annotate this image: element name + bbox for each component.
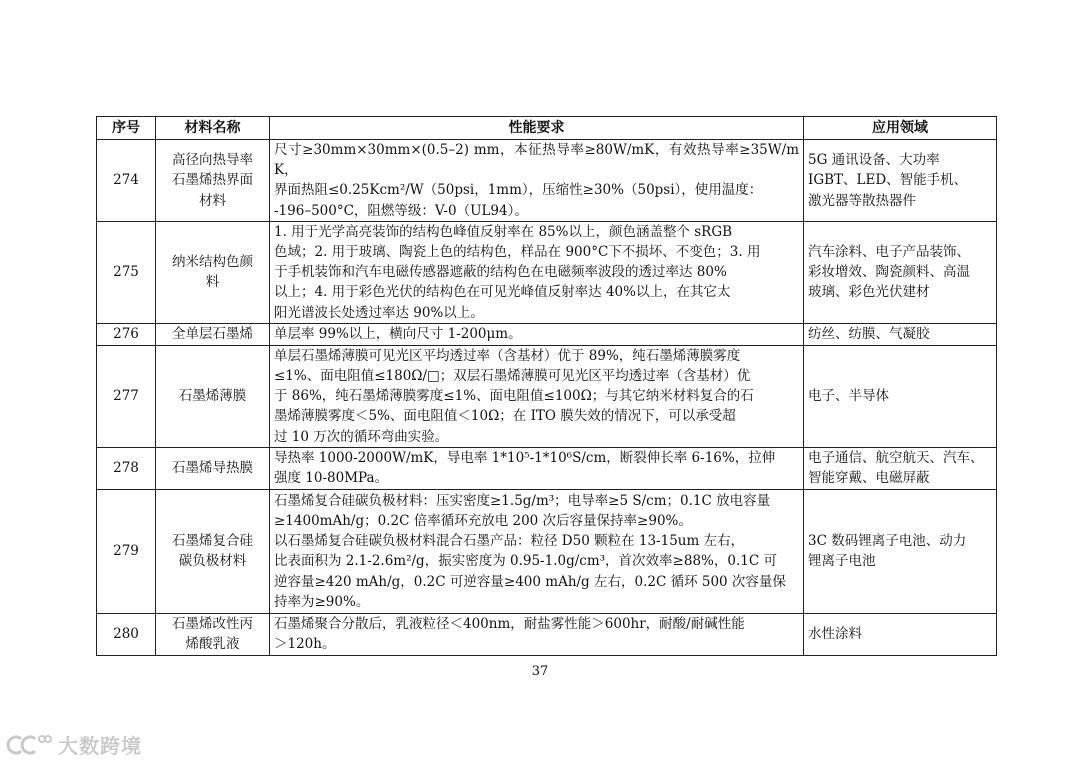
material-name-cell xyxy=(156,447,270,489)
material-name-line: 石墨烯改性丙 xyxy=(172,616,253,633)
performance-line: 石墨烯聚合分散后，乳液粒径＜400nm，耐盐雾性能＞600hr，耐酸/耐碱性能 xyxy=(274,616,745,633)
header-application-field: 应用领域 xyxy=(804,117,997,140)
application-line: 5G 通讯设备、大功率 xyxy=(808,152,940,169)
performance-line: 单层石墨烯薄膜可见光区平均透过率（含基材）优于 89%，纯石墨烯薄膜雾度 xyxy=(274,347,741,364)
material-name-cell xyxy=(156,323,270,345)
serial-number-cell: 278 xyxy=(97,447,156,489)
performance-line: 于手机装饰和汽车电磁传感器遮蔽的结构色在电磁频率波段的透过率达 80% xyxy=(274,264,727,281)
table-row xyxy=(97,140,997,222)
application-line: IGBT、LED、智能手机、 xyxy=(808,172,968,189)
performance-line: 过 10 万次的循环弯曲实验。 xyxy=(274,428,449,445)
performance-line: 持率为≥90%。 xyxy=(274,593,370,610)
serial-number-cell: 277 xyxy=(97,345,156,447)
application-cell xyxy=(804,489,997,613)
performance-line: 于 86%，纯石墨烯薄膜雾度≤1%、面电阻值≤100Ω；与其它纳米材料复合的石 xyxy=(274,388,754,405)
application-cell xyxy=(804,221,997,323)
table-header xyxy=(97,117,997,140)
header-material-name: 材料名称 xyxy=(156,117,270,140)
performance-line: 墨烯薄膜雾度＜5%、面电阻值＜10Ω；在 ITO 膜失效的情况下，可以承受超 xyxy=(274,408,736,425)
material-name-line: 石墨烯热界面 xyxy=(172,172,253,189)
material-name-line: 高径向热导率 xyxy=(172,152,253,169)
performance-line: ≥1400mAh/g；0.2C 倍率循环充放电 200 次后容量保持率≥90%。 xyxy=(274,512,692,529)
application-line: 激光器等散热器件 xyxy=(808,192,916,209)
material-name-line: 材料 xyxy=(199,192,226,209)
application-cell xyxy=(804,613,997,655)
materials-table xyxy=(96,116,997,656)
material-name-line: 全单层石墨烯 xyxy=(172,326,253,343)
header-serial-number: 序号 xyxy=(97,117,156,140)
performance-line: 1. 用于光学高亮装饰的结构色峰值反射率在 85%以上，颜色涵盖整个 sRGB xyxy=(274,223,733,240)
application-line: 彩妆增效、陶瓷颜料、高温 xyxy=(808,264,970,281)
material-name-cell xyxy=(156,613,270,655)
application-line: 锂离子电池 xyxy=(808,553,876,570)
material-name-line: 石墨烯薄膜 xyxy=(178,388,247,405)
serial-number-cell: 275 xyxy=(97,221,156,323)
watermark-text: 大数跨境 xyxy=(58,734,142,758)
performance-line: 色域；2. 用于玻璃、陶瓷上色的结构色，样品在 900°C下不损坏、不变色；3. 用 xyxy=(274,244,761,261)
material-name-line: 料 xyxy=(205,274,220,291)
performance-line: 单层率 99%以上，横向尺寸 1-200μm。 xyxy=(274,326,522,343)
serial-number-cell: 276 xyxy=(97,323,156,345)
performance-line: 逆容量≥420 mAh/g，0.2C 可逆容量≥400 mAh/g 左右，0.2C 循环 500 次容量保 xyxy=(274,573,786,590)
material-name-cell xyxy=(156,345,270,447)
application-line: 电子通信、航空航天、汽车、 xyxy=(808,450,984,467)
table-row xyxy=(97,613,997,655)
serial-number-cell: 280 xyxy=(97,613,156,655)
performance-cell xyxy=(270,221,804,323)
application-line: 水性涂料 xyxy=(808,626,862,643)
application-cell xyxy=(804,140,997,222)
application-line: 玻璃、彩色光伏建材 xyxy=(808,284,930,301)
material-name-line: 碳负极材料 xyxy=(178,553,247,570)
material-name-line: 纳米结构色颜 xyxy=(172,254,253,271)
serial-number-cell: 274 xyxy=(97,140,156,222)
header-row xyxy=(97,117,997,140)
application-line: 智能穿戴、电磁屏蔽 xyxy=(808,470,930,487)
performance-line: 以石墨烯复合硅碳负极材料混合石墨产品：粒径 D50 颗粒在 13-15um 左右， xyxy=(274,533,745,550)
watermark xyxy=(6,730,142,759)
performance-line: 阳光谱波长处透过率达 90%以上。 xyxy=(274,304,484,321)
performance-cell xyxy=(270,613,804,655)
performance-cell xyxy=(270,447,804,489)
performance-line: 尺寸≥30mm×30mm×(0.5–2) mm，本征热导率≥80W/mK，有效热导率≥35W/mK， xyxy=(274,142,799,179)
performance-cell xyxy=(270,140,804,222)
application-line: 汽车涂料、电子产品装饰、 xyxy=(808,244,970,261)
double-c-logo-icon xyxy=(6,733,52,757)
table-row xyxy=(97,447,997,489)
performance-line: 以上；4. 用于彩色光伏的结构色在可见光峰值反射率达 40%以上，在其它太 xyxy=(274,284,731,301)
material-name-cell xyxy=(156,489,270,613)
performance-line: 强度 10-80MPa。 xyxy=(274,470,389,487)
performance-line: ＞120h。 xyxy=(274,636,336,653)
performance-line: -196–500°C，阻燃等级：V-0（UL94）。 xyxy=(274,202,528,219)
header-performance-requirements: 性能要求 xyxy=(270,117,804,140)
application-cell xyxy=(804,323,997,345)
table-body xyxy=(97,140,997,656)
application-line: 电子、半导体 xyxy=(808,388,889,405)
material-name-line: 石墨烯复合硅 xyxy=(172,533,253,550)
material-name-cell xyxy=(156,140,270,222)
table-row xyxy=(97,221,997,323)
material-name-line: 石墨烯导热膜 xyxy=(172,460,253,477)
performance-line: 比表面积为 2.1-2.6m²/g，振实密度为 0.95-1.0g/cm³，首次效率≥88%，0.1C 可 xyxy=(274,553,777,570)
table-row xyxy=(97,323,997,345)
serial-number-cell: 279 xyxy=(97,489,156,613)
material-name-cell xyxy=(156,221,270,323)
page-number: 37 xyxy=(531,664,549,679)
table-row xyxy=(97,345,997,447)
performance-line: ≤1%、面电阻值≤180Ω/□；双层石墨烯薄膜可见光区平均透过率（含基材）优 xyxy=(274,368,751,385)
application-cell xyxy=(804,345,997,447)
performance-cell xyxy=(270,489,804,613)
application-line: 纺丝、纺膜、气凝胶 xyxy=(808,326,930,343)
performance-line: 导热率 1000-2000W/mK，导电率 1*10⁵-1*10⁶S/cm，断裂伸长率 6-16%，拉伸 xyxy=(274,450,776,467)
performance-line: 石墨烯复合硅碳负极材料：压实密度≥1.5g/m³；电导率≥5 S/cm；0.1C 放电容量 xyxy=(274,492,771,509)
material-name-line: 烯酸乳液 xyxy=(185,636,240,653)
performance-cell xyxy=(270,323,804,345)
performance-cell xyxy=(270,345,804,447)
application-cell xyxy=(804,447,997,489)
table-row xyxy=(97,489,997,613)
performance-line: 界面热阻≤0.25Kcm²/W（50psi，1mm），压缩性≥30%（50psi），使用温度： xyxy=(274,182,763,199)
application-line: 3C 数码锂离子电池、动力 xyxy=(808,533,967,550)
